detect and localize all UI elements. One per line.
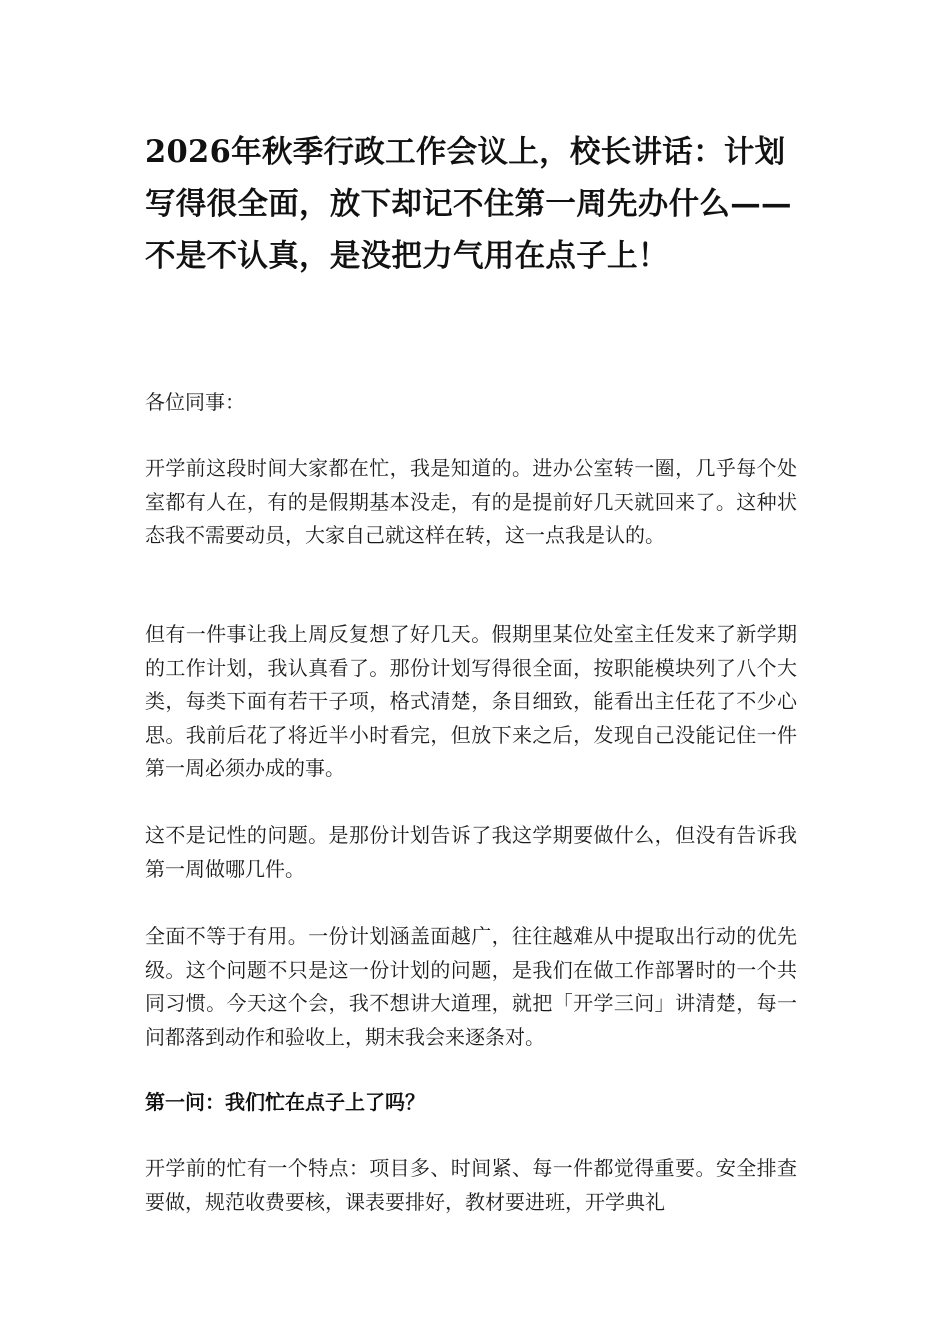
body-paragraph-4: 全面不等于有用。一份计划涵盖面越广，往往越难从中提取出行动的优先级。这个问题不只是这一份计划的问题，是我们在做工作部署时的一个共同习惯。今天这个会，我不想讲大道理，就把「开学三问」讲清楚，每一问都落到动作和验收上，期末我会来逐条对。 [145, 924, 797, 1049]
salutation: 各位同事： [145, 390, 245, 414]
body-paragraph-2: 但有一件事让我上周反复想了好几天。假期里某位处室主任发来了新学期的工作计划，我认真看了。那份计划写得很全面，按职能模块列了八个大类，每类下面有若干子项，格式清楚，条目细致，能看出主任花了不少心思。我前后花了将近半小时看完，但放下来之后，发现自己没能记住一件第一周必须办成的事。 [145, 622, 797, 780]
section-heading: 第一问：我们忙在点子上了吗？ [145, 1090, 425, 1114]
body-paragraph-1: 开学前这段时间大家都在忙，我是知道的。进办公室转一圈，几乎每个处室都有人在，有的是假期基本没走，有的是提前好几天就回来了。这种状态我不需要动员，大家自己就这样在转，这一点我是认的。 [145, 456, 797, 547]
section-paragraph: 开学前的忙有一个特点：项目多、时间紧、每一件都觉得重要。安全排查要做，规范收费要核，课表要排好，教材要进班，开学典礼 [145, 1156, 797, 1214]
document-title: 2026年秋季行政工作会议上，校长讲话：计划写得很全面，放下却记不住第一周先办什么——不是不认真，是没把力气用在点子上！ [145, 134, 792, 274]
body-paragraph-3: 这不是记性的问题。是那份计划告诉了我这学期要做什么，但没有告诉我第一周做哪几件。 [145, 823, 797, 881]
